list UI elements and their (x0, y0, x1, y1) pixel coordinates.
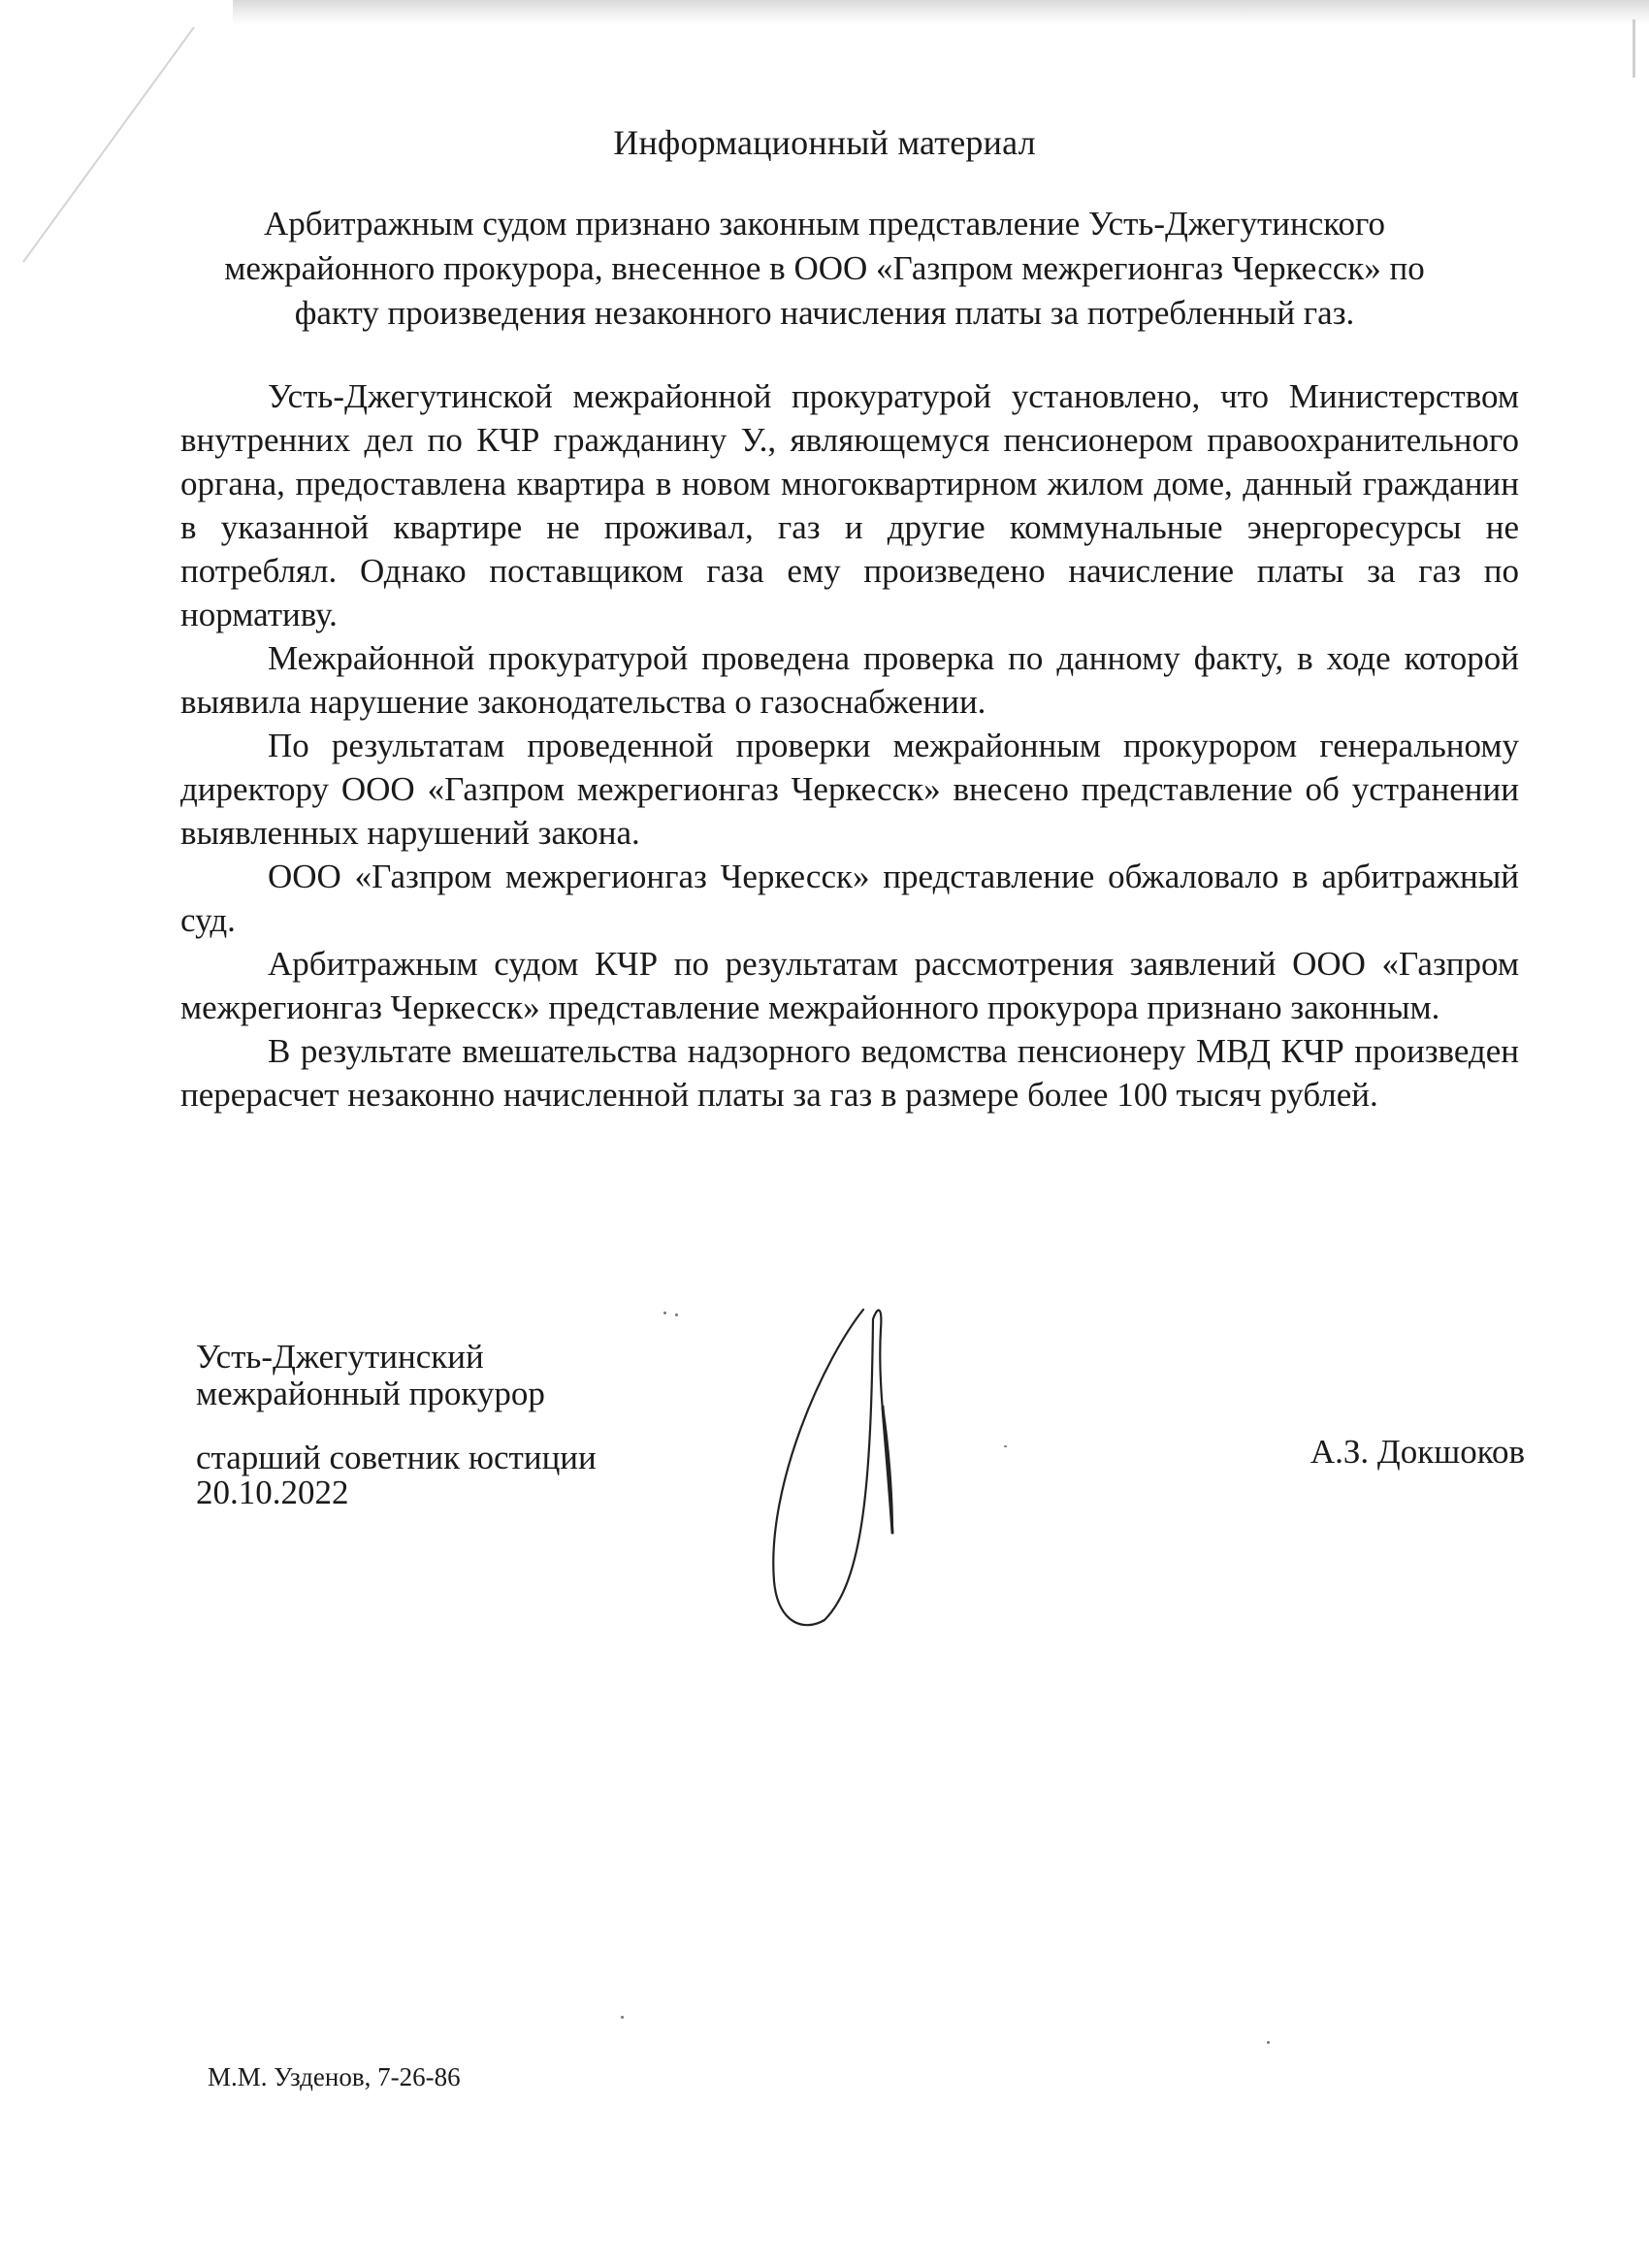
handwritten-signature (747, 1290, 951, 1649)
document-date: 20.10.2022 (196, 1474, 349, 1511)
body-paragraph: ООО «Газпром межрегионгаз Черкесск» представление обжаловало в арбитражный суд. (180, 858, 1519, 939)
scan-edge-mark (1633, 19, 1635, 78)
body-paragraph: Усть-Джегутинской межрайонной прокуратурой установлено, что Министерством внутренних дел по КЧР гражданину У., являющемуся пенсионером правоохранительного органа, предоставлена квартира в новом многоквартирном жилом доме, данный гражданин в указанной квартире не проживал, газ и другие коммунальные энергоресурсы не потреблял. Однако поставщиком газа ему произведено начисление платы за газ по нормативу. (180, 377, 1519, 633)
document-subtitle (146, 202, 1504, 336)
subtitle-line: факту произведения незаконного начисления платы за потребленный газ. (294, 294, 1355, 332)
body-paragraph: В результате вмешательства надзорного ведомства пенсионеру МВД КЧР произведен перерасчет незаконно начисленной платы за газ в размере более 100 тысяч рублей. (180, 1032, 1519, 1114)
scan-speck (675, 1313, 678, 1316)
document-title: Информационный материал (613, 123, 1036, 162)
scan-speck (621, 2016, 624, 2019)
document-body (180, 374, 1519, 1117)
scan-speck (1004, 1445, 1007, 1447)
signer-rank: старший советник юстиции (196, 1439, 597, 1476)
signer-position-line1: Усть-Джегутинский (196, 1338, 484, 1376)
scan-speck (1267, 2041, 1270, 2044)
body-paragraph: Межрайонной прокуратурой проведена проверка по данному факту, в ходе которой выявила нарушение законодательства о газоснабжении. (180, 639, 1519, 721)
body-paragraph: Арбитражным судом КЧР по результатам рассмотрения заявлений ООО «Газпром межрегионгаз Черкесск» представление межрайонного прокурора признано законным. (180, 945, 1519, 1026)
subtitle-line: межрайонного прокурора, внесенное в ООО «Газпром межрегионгаз Черкесск» по (224, 249, 1425, 287)
subtitle-line: Арбитражным судом признано законным представление Усть-Джегутинского (263, 205, 1386, 243)
executor-contact: М.М. Узденов, 7-26-86 (208, 2062, 461, 2091)
scan-speck (663, 1312, 666, 1314)
body-paragraph: По результатам проведенной проверки межрайонным прокурором генеральному директору ООО «Газпром межрегионгаз Черкесск» внесено представление об устранении выявленных нарушений закона. (180, 727, 1519, 852)
scan-shadow (233, 0, 1649, 25)
signer-name: А.З. Докшоков (1310, 1433, 1525, 1471)
signer-position-line2: межрайонный прокурор (196, 1375, 545, 1412)
